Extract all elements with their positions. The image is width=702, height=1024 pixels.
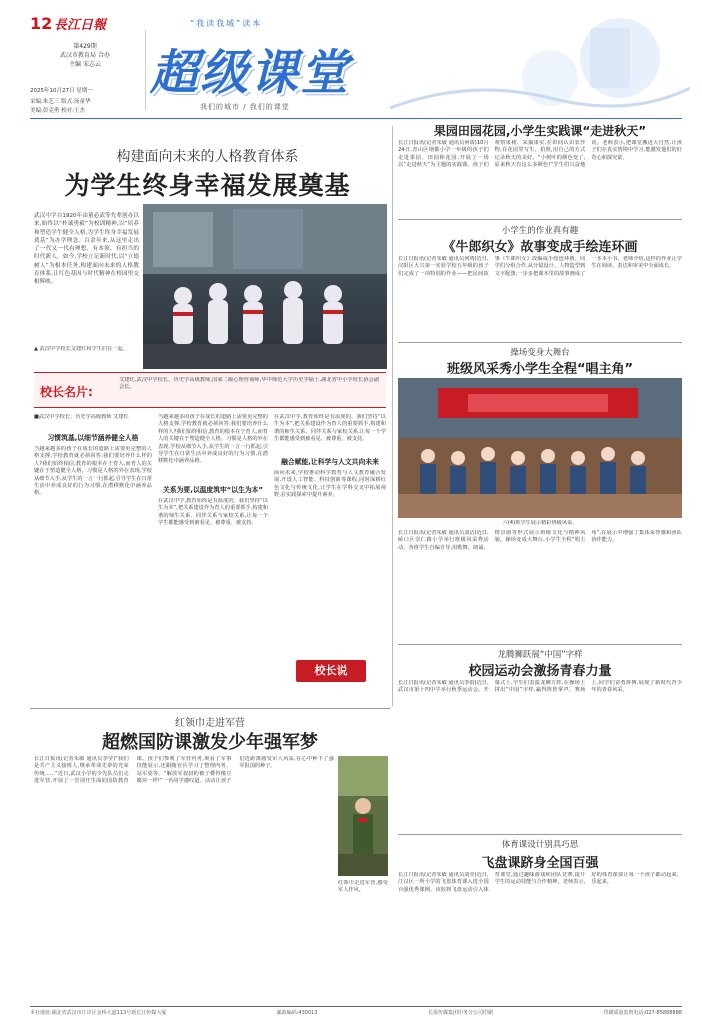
- section-banner: [150, 18, 400, 114]
- page-number: 12: [30, 14, 53, 33]
- principal-bio: 艾建红,武汉中学校长、历史学高级教师,国家二级心理咨询师,华中师范大学历史学硕士,湖北省中小学校长协会副会长。: [119, 377, 379, 391]
- banner-slogan: “我读我城”读本: [190, 19, 263, 28]
- story2-headline: 《牛郎织女》故事变成手绘连环画: [442, 240, 638, 255]
- story2-kicker: 小学生的作业真有趣: [501, 226, 579, 236]
- story5-headline: 校园运动会激扬青春力量: [468, 664, 612, 679]
- feature-headline: 为学生终身幸福发展奠基: [64, 171, 351, 200]
- subhead-2: 关系为要,以温度筑牢“以生为本”: [163, 486, 263, 494]
- subhead-3: 融合赋能,让科学与人文共向未来: [281, 458, 379, 466]
- footer-address: 本社地址:湖北省武汉市江岸区金桥大道113号新长江传媒大厦: [30, 1010, 167, 1016]
- footer-rule: [30, 1006, 682, 1007]
- story4-body: 长江日报讯(记者朱敏 通讯员李莹)“我们是共产主义接班人,继承革命先辈的光荣传统……”近日,武汉小学的少先队员们走进军营,开展了一堂别开生面的国防教育课。孩子们参观了军营内务,观看了军事技能展示,还跟随官兵学习了整理内务、站军姿等。“解放军叔叔的被子叠得像豆腐块一样!”一名同学感叹道。活动让孩子们近距离感受军人风采,在心中种下了强军报国的种子。: [34, 756, 334, 785]
- paper-name: 長江日報: [54, 18, 107, 33]
- story4-kicker: 红领巾走进军营: [175, 718, 245, 729]
- story3-photo: [398, 378, 682, 518]
- banner-tagline: 我们的城市 / 我们的课堂: [200, 103, 290, 111]
- feature-body-a2: 当越来越多的孩子在成长的道路上需要更完整的人格支撑,学校教育就必须回答:我们要培养什么样的人?我们始终相信,教育的根本在于育人,而育人的关键在于塑造健全人格。习惯是人格的外在表现,学校从细节入手,从学生的一言一行抓起,引导学生在日常生活中养成良好的行为习惯,在潜移默化中涵养品格。: [158, 414, 268, 465]
- top-right-body: 长江日报讯(记者朱敏 通讯员何蒨)10月24日,青山区钢都小学一年级的孩子们走进果园、田园和花园,开展了一场以“走进秋天”为主题的实践课。孩子们观察果树、采摘果实,在田间认识农作物,在花园里写生、拍照,用自己的方式记录秋天的美好。“小树叶的颜色变了,原来秋天有这么多颜色!”学生们兴奋地说。老师表示,把课堂搬进大自然,让孩子们在真实情境中学习,能激发他们的好奇心和探究欲。: [398, 140, 682, 169]
- story5-kicker: 龙腾狮跃展“中国”字样: [497, 650, 583, 660]
- story4-caption: 红领巾走进军营,感受军人作风。: [338, 880, 388, 894]
- publish-date: 2025年10月27日 星期一: [30, 88, 93, 94]
- chief-editor: 主编 宋志云: [69, 61, 101, 68]
- story3-headline: 班级风采秀小学生全程“唱主角”: [446, 362, 634, 377]
- story2-body: 长江日报讯(记者朱敏 通讯员何靖)近日,汉阳区大兴第一实验学校五年级的孩子们完成了一项特别的作业——把民间故事《牛郎织女》改编成手绘连环画。同学们分组合作,从分镜设计、人物造型到文字配图,一步步把课本里的故事画成了一本本小书。老师介绍,这样的作业让学生在阅读、表达和审美中全面成长。: [398, 256, 682, 277]
- credits-2: 美编:彭克勇 校对:王杰: [30, 108, 85, 114]
- byline: ■武汉中学校长、历史学高级教师 艾建红: [34, 414, 129, 420]
- subhead-1: 习惯筑基,以细节涵养健全人格: [47, 434, 139, 442]
- feature-body-b2: 在武汉中学,教育始终是有温度的。我们坚持“以生为本”,把关系建设作为育人的重要抓手,构建和谐的师生关系、同伴关系与家校关系,让每一个学生都能感受到被看见、被尊重、被支持。: [274, 414, 386, 443]
- top-right-rule: [398, 219, 682, 220]
- story4-headline: 超燃国防课激发少年强军梦: [102, 732, 318, 753]
- masthead-divider: [145, 30, 146, 110]
- editor-line: 武汉市教育局 合办: [60, 52, 110, 59]
- feature-body-c: 面向未来,学校推动科学教育与人文教育融合发展,开设人工智能、科技创新等课程,同时深耕红色文化与传统文化,让学生在学科交叉中拓展视野,在实践探索中提升素养。: [274, 470, 386, 499]
- feature-column-rule: [392, 126, 393, 706]
- story6-kicker: 体育课设计别具巧思: [501, 840, 579, 850]
- masthead: [0, 0, 702, 118]
- feature-body-b: 在武汉中学,教育始终是有温度的。我们坚持“以生为本”,把关系建设作为育人的重要抓手,构建和谐的师生关系、同伴关系与家校关系,让每一个学生都能感受到被看见、被尊重、被支持。: [158, 498, 268, 527]
- issue-info: [30, 42, 140, 69]
- credits-1: 采编:朱艺三 版式:汤童华: [30, 99, 91, 105]
- story5-rule: [398, 834, 682, 835]
- story4-photo: [338, 756, 388, 876]
- story2-rule: [398, 342, 682, 343]
- top-right-headline: 果园田园花园,小学生实践课“走进秋天”: [433, 124, 647, 138]
- feature-photo: [143, 204, 387, 369]
- feature-kicker: 构建面向未来的人格教育体系: [116, 149, 299, 165]
- principal-card: [34, 372, 386, 408]
- story4-rule: [30, 708, 390, 709]
- feature-body-a: 当越来越多的孩子在成长的道路上需要更完整的人格支撑,学校教育就必须回答:我们要培养什么样的人?我们始终相信,教育的根本在于育人,而育人的关键在于塑造健全人格。习惯是人格的外在表现,学校从细节入手,从学生的一言一行抓起,引导学生在日常生活中养成良好的行为习惯,在潜移默化中涵养品格。: [34, 446, 152, 497]
- story3-caption: 六(4)班学生展示精彩班级风采。: [502, 520, 578, 526]
- footer-hotline: 印刷质量监督电话:027-85888888: [603, 1010, 682, 1016]
- story5-body: 长江日报讯(记者朱敏 通讯员李蔚)近日,武汉市第十四中学举行秋季运动会。开幕式上,学生们表演龙狮方阵,在操场上拼出“中国”字样,赢得阵阵掌声。赛场上,同学们奋勇拼搏,展现了新时代青少年的青春风采。: [398, 680, 682, 694]
- principal-says-stamp: [296, 660, 366, 682]
- footer-printer: 长报传媒集团印务分公司印刷: [427, 1010, 493, 1016]
- story6-headline: 飞盘课跻身全国百强: [481, 856, 599, 871]
- masthead-rule: [30, 118, 682, 119]
- story6-body: 长江日报讯(记者朱敏 通讯员刘莹)近日,江汉区一所小学的飞盘体育课入选全国百强优秀课例。该校将飞盘运动引入体育课堂,通过趣味游戏和团队竞赛,提升学生的运动技能与合作精神。老师表示,好的体育课要让每一个孩子都动起来、乐起来。: [398, 872, 682, 893]
- footer-zip: 邮政编码:430013: [276, 1010, 318, 1016]
- story3-body: 长江日报讯(记者朱敏 通讯员刘洁)近日,硚口区崇仁路小学举行班级风采秀活动。各班学生自编自导,用歌舞、朗诵、情景剧等形式展示班级文化与精神风貌。操场变成大舞台,小学生全程“唱主角”,在展示中增强了集体荣誉感和团队协作能力。: [398, 530, 682, 551]
- story3-rule: [398, 644, 682, 645]
- story3-kicker: 操场变身大舞台: [510, 348, 570, 358]
- banner-decoration: [390, 8, 690, 116]
- principal-label: 校长名片:: [40, 385, 93, 399]
- principal-says-label: 校长说: [314, 664, 348, 677]
- feature-intro: 武汉中学自1920年由董必武等先辈创办以来,始终以“朴诚勇毅”为校训精神,以“培养和塑造学生健全人格,为学生终身幸福发展奠基”为办学理念。百余年来,从这里走出了一代又一代有理想、有本领、有担当的时代新人。如今,学校立足新时代,以“立德树人”为根本任务,构建面向未来的人格教育体系,让红色基因与时代精神在校园里交相辉映。: [34, 213, 139, 286]
- issue-number: 第429期: [73, 43, 97, 50]
- feature-photo-caption: ▲ 武汉中学校长艾建红和学生们在一起。: [34, 346, 128, 352]
- footer: [30, 1009, 682, 1019]
- banner-title: 超级课堂: [150, 45, 351, 101]
